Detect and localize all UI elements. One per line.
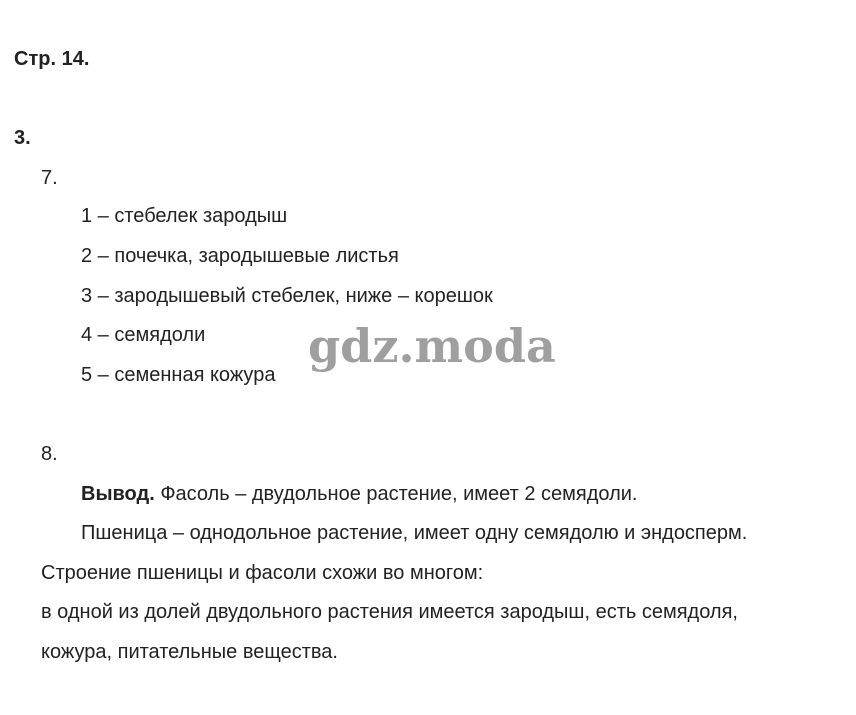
item8-wheat-line: Пшеница – однодольное растение, имеет одну семядолю и эндосперм. <box>81 522 748 544</box>
item8-conclusion <box>81 482 637 506</box>
item8-paragraph-1: Строение пшеницы и фасоли схожи во многом: <box>41 562 484 584</box>
item7-line-2: 2 – почечка, зародышевые листья <box>81 245 399 267</box>
item8-paragraph-2: в одной из долей двудольного растения имеется зародыш, есть семядоля, <box>41 601 738 623</box>
conclusion-label: Вывод. <box>81 483 155 505</box>
item7-line-3: 3 – зародышевый стебелек, ниже – корешок <box>81 285 493 307</box>
conclusion-text: Фасоль – двудольное растение, имеет 2 семядоли. <box>154 483 638 505</box>
item8-number: 8. <box>41 443 58 465</box>
item7-line-1: 1 – стебелек зародыш <box>81 205 288 227</box>
item8-paragraph-3: кожура, питательные вещества. <box>41 641 338 663</box>
item7-number: 7. <box>41 167 58 189</box>
item7-line-4: 4 – семядоли <box>81 324 206 346</box>
page-header: Стр. 14. <box>14 48 90 70</box>
item7-line-5: 5 – семенная кожура <box>81 364 276 386</box>
watermark-logo: gdz.moda <box>308 319 556 373</box>
task-number: 3. <box>14 127 31 149</box>
